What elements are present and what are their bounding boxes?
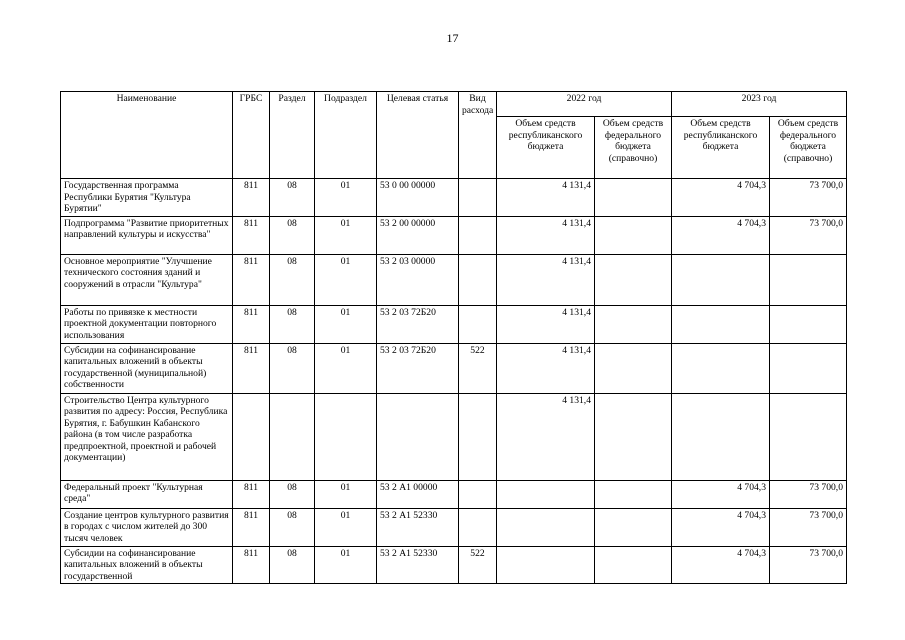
table-header bbox=[61, 92, 847, 179]
row-vid bbox=[459, 216, 497, 254]
row-rep-2023 bbox=[672, 343, 770, 393]
row-rep-2023: 4 704,3 bbox=[672, 480, 770, 508]
row-fed-2022 bbox=[595, 179, 672, 217]
row-target: 53 2 А1 52330 bbox=[377, 546, 459, 584]
table-row bbox=[61, 508, 847, 546]
row-fed-2023 bbox=[770, 343, 847, 393]
row-rep-2022: 4 131,4 bbox=[497, 305, 595, 343]
row-target bbox=[377, 393, 459, 480]
header-vid: Вид расхода bbox=[459, 92, 497, 179]
row-rep-2023 bbox=[672, 393, 770, 480]
row-fed-2023: 73 700,0 bbox=[770, 179, 847, 217]
row-subsection bbox=[315, 393, 377, 480]
row-vid bbox=[459, 508, 497, 546]
header-fed-2022: Объем средств федерального бюджета (справочно) bbox=[595, 117, 672, 179]
header-section: Раздел bbox=[270, 92, 315, 179]
row-rep-2023 bbox=[672, 254, 770, 305]
row-grbs: 811 bbox=[233, 480, 270, 508]
row-section: 08 bbox=[270, 305, 315, 343]
row-fed-2022 bbox=[595, 480, 672, 508]
row-section: 08 bbox=[270, 343, 315, 393]
row-rep-2022: 4 131,4 bbox=[497, 254, 595, 305]
row-grbs: 811 bbox=[233, 305, 270, 343]
row-section: 08 bbox=[270, 216, 315, 254]
row-rep-2022: 4 131,4 bbox=[497, 216, 595, 254]
row-subsection: 01 bbox=[315, 546, 377, 584]
row-fed-2022 bbox=[595, 254, 672, 305]
row-fed-2023 bbox=[770, 305, 847, 343]
row-subsection: 01 bbox=[315, 343, 377, 393]
row-grbs bbox=[233, 393, 270, 480]
row-subsection: 01 bbox=[315, 305, 377, 343]
row-target: 53 2 А1 52330 bbox=[377, 508, 459, 546]
row-name: Федеральный проект "Культурная среда" bbox=[61, 480, 233, 508]
row-fed-2023: 73 700,0 bbox=[770, 216, 847, 254]
row-fed-2022 bbox=[595, 216, 672, 254]
header-rep-2023: Объем средств республиканского бюджета bbox=[672, 117, 770, 179]
row-grbs: 811 bbox=[233, 216, 270, 254]
table-row bbox=[61, 254, 847, 305]
row-section bbox=[270, 393, 315, 480]
row-rep-2022: 4 131,4 bbox=[497, 179, 595, 217]
row-section: 08 bbox=[270, 508, 315, 546]
row-grbs: 811 bbox=[233, 508, 270, 546]
row-name: Подпрограмма "Развитие приоритетных направлений культуры и искусства" bbox=[61, 216, 233, 254]
row-fed-2022 bbox=[595, 393, 672, 480]
table-row bbox=[61, 179, 847, 217]
row-fed-2023: 73 700,0 bbox=[770, 546, 847, 584]
table-row bbox=[61, 305, 847, 343]
row-target: 53 2 03 72Б20 bbox=[377, 305, 459, 343]
row-fed-2022 bbox=[595, 343, 672, 393]
row-rep-2023: 4 704,3 bbox=[672, 508, 770, 546]
row-target: 53 2 03 72Б20 bbox=[377, 343, 459, 393]
table-body bbox=[61, 179, 847, 584]
row-name: Основное мероприятие "Улучшение технического состояния зданий и сооружений в отрасли "Культура" bbox=[61, 254, 233, 305]
row-vid bbox=[459, 393, 497, 480]
page-number: 17 bbox=[446, 31, 459, 45]
row-grbs: 811 bbox=[233, 179, 270, 217]
row-grbs: 811 bbox=[233, 254, 270, 305]
row-grbs: 811 bbox=[233, 546, 270, 584]
row-name: Строительство Центра культурного развития по адресу: Россия, Республика Бурятия, г. Бабушкин Кабанского района (в том числе разработка предпроектной, проектной и рабочей документации) bbox=[61, 393, 233, 480]
row-fed-2022 bbox=[595, 305, 672, 343]
row-rep-2022 bbox=[497, 546, 595, 584]
table-row bbox=[61, 546, 847, 584]
row-fed-2022 bbox=[595, 546, 672, 584]
row-name: Создание центров культурного развития в городах с числом жителей до 300 тысяч человек bbox=[61, 508, 233, 546]
row-name: Субсидии на софинансирование капитальных вложений в объекты государственной (муниципальной) собственности bbox=[61, 343, 233, 393]
row-name: Работы по привязке к местности проектной документации повторного использования bbox=[61, 305, 233, 343]
header-fed-2023: Объем средств федерального бюджета (справочно) bbox=[770, 117, 847, 179]
row-fed-2023: 73 700,0 bbox=[770, 508, 847, 546]
table-row bbox=[61, 343, 847, 393]
row-target: 53 2 03 00000 bbox=[377, 254, 459, 305]
row-subsection: 01 bbox=[315, 179, 377, 217]
table-row bbox=[61, 480, 847, 508]
row-fed-2023: 73 700,0 bbox=[770, 480, 847, 508]
row-rep-2023: 4 704,3 bbox=[672, 216, 770, 254]
row-name: Государственная программа Республики Бурятия "Культура Бурятии" bbox=[61, 179, 233, 217]
row-name: Субсидии на софинансирование капитальных вложений в объекты государственной bbox=[61, 546, 233, 584]
header-grbs: ГРБС bbox=[233, 92, 270, 179]
row-subsection: 01 bbox=[315, 216, 377, 254]
header-rep-2022: Объем средств республиканского бюджета bbox=[497, 117, 595, 179]
row-subsection: 01 bbox=[315, 480, 377, 508]
row-rep-2023: 4 704,3 bbox=[672, 179, 770, 217]
row-vid: 522 bbox=[459, 343, 497, 393]
table-row bbox=[61, 393, 847, 480]
row-rep-2022: 4 131,4 bbox=[497, 343, 595, 393]
header-name: Наименование bbox=[61, 92, 233, 179]
table-row bbox=[61, 216, 847, 254]
row-rep-2023: 4 704,3 bbox=[672, 546, 770, 584]
row-vid bbox=[459, 480, 497, 508]
row-section: 08 bbox=[270, 254, 315, 305]
row-target: 53 2 А1 00000 bbox=[377, 480, 459, 508]
row-section: 08 bbox=[270, 546, 315, 584]
row-rep-2022: 4 131,4 bbox=[497, 393, 595, 480]
header-year-2023: 2023 год bbox=[672, 92, 847, 117]
row-grbs: 811 bbox=[233, 343, 270, 393]
row-fed-2022 bbox=[595, 508, 672, 546]
row-rep-2022 bbox=[497, 508, 595, 546]
row-rep-2023 bbox=[672, 305, 770, 343]
header-subsection: Подраздел bbox=[315, 92, 377, 179]
row-subsection: 01 bbox=[315, 254, 377, 305]
row-fed-2023 bbox=[770, 254, 847, 305]
row-fed-2023 bbox=[770, 393, 847, 480]
row-vid: 522 bbox=[459, 546, 497, 584]
row-subsection: 01 bbox=[315, 508, 377, 546]
row-section: 08 bbox=[270, 480, 315, 508]
header-target: Целевая статья bbox=[377, 92, 459, 179]
row-target: 53 0 00 00000 bbox=[377, 179, 459, 217]
budget-table bbox=[60, 91, 847, 584]
header-year-2022: 2022 год bbox=[497, 92, 672, 117]
row-rep-2022 bbox=[497, 480, 595, 508]
row-vid bbox=[459, 305, 497, 343]
row-section: 08 bbox=[270, 179, 315, 217]
row-vid bbox=[459, 179, 497, 217]
row-vid bbox=[459, 254, 497, 305]
row-target: 53 2 00 00000 bbox=[377, 216, 459, 254]
